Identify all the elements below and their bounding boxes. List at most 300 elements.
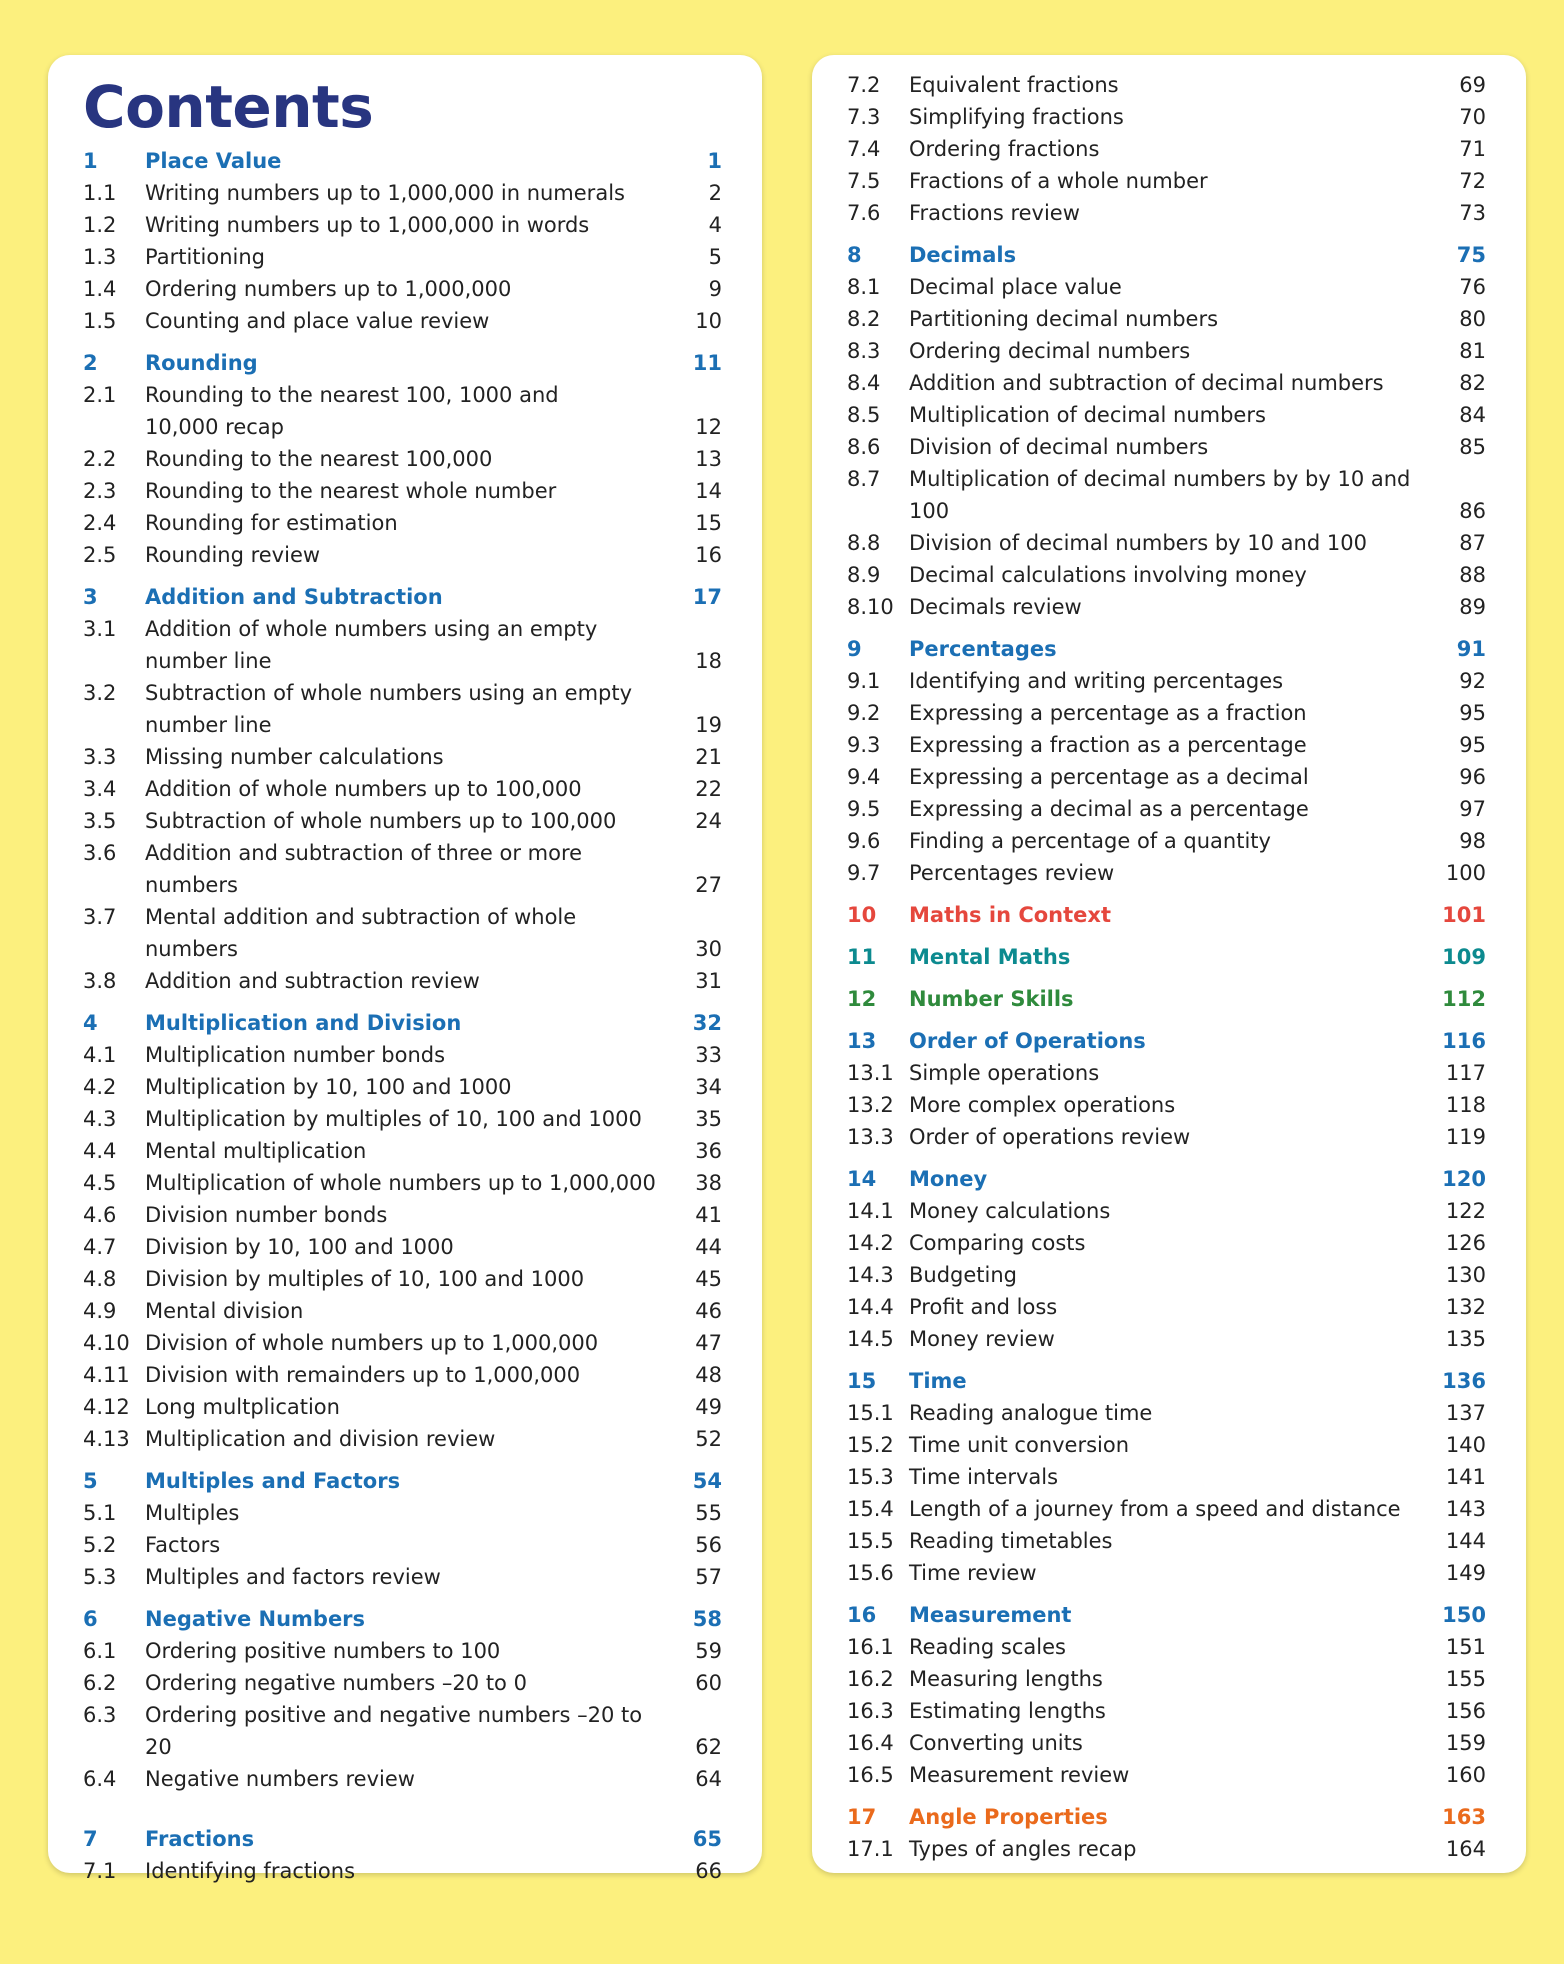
entry-title: Addition and subtraction of decimal numbers [909,371,1384,395]
entry-number: 3.6 [83,841,117,865]
entry-page: 85 [1459,435,1486,459]
chapter-page: 1 [707,149,722,173]
entry-title: Budgeting [909,1263,1018,1287]
entry-title: Length of a journey from a speed and distance [909,1497,1401,1521]
entry-number: 3.2 [83,681,117,705]
entry-title: Mental multiplication [145,1139,367,1163]
entry-title: Time intervals [909,1465,1059,1489]
contents-entry [83,305,722,337]
entry-page: 4 [708,213,722,237]
chapter-page: 120 [1442,1167,1486,1191]
entry-title: Addition of whole numbers using an empty number line [145,617,598,673]
chapter-page: 75 [1456,243,1486,267]
entry-number: 6.4 [83,1767,117,1791]
chapter-page: 136 [1442,1369,1486,1393]
contents-entry [83,805,722,837]
contents-entry [83,507,722,539]
entry-number: 4.12 [83,1395,130,1419]
entry-title: Rounding to the nearest whole number [145,479,557,503]
contents-entry [847,197,1486,229]
chapter-number: 11 [847,945,877,969]
contents-entry [83,773,722,805]
entry-title: Percentages review [909,861,1115,885]
chapter-heading [83,1823,722,1855]
entry-page: 119 [1445,1125,1486,1149]
entry-title: Rounding to the nearest 100, 1000 and 10,000 recap [145,383,559,439]
entry-number: 8.2 [847,307,881,331]
contents-entry [83,1561,722,1593]
entry-number: 8.9 [847,563,881,587]
section-spacer [83,1805,722,1823]
entry-number: 5.3 [83,1565,117,1589]
entry-number: 14.1 [847,1199,894,1223]
chapter-page: 17 [692,585,722,609]
entry-title: Rounding review [145,543,321,567]
entry-number: 3.7 [83,905,117,929]
entry-title: Money review [909,1327,1055,1351]
chapter-heading [847,1365,1486,1397]
contents-entry [847,133,1486,165]
entry-title: Time review [909,1561,1037,1585]
contents-entry [847,1291,1486,1323]
entry-title: Factors [145,1533,221,1557]
entry-page: 33 [695,1043,722,1067]
entry-number: 6.2 [83,1671,117,1695]
chapter-number: 13 [847,1029,877,1053]
contents-entry [847,1493,1486,1525]
entry-number: 14.3 [847,1263,894,1287]
entry-page: 24 [695,809,722,833]
entry-title: Identifying fractions [145,1859,356,1883]
chapter-heading [847,941,1486,973]
contents-entry [847,1121,1486,1153]
entry-number: 9.2 [847,701,881,725]
entry-page: 87 [1459,531,1486,555]
entry-page: 10 [695,309,722,333]
entry-title: Ordering decimal numbers [909,339,1191,363]
entry-number: 8.4 [847,371,881,395]
entry-title: More complex operations [909,1093,1176,1117]
entry-number: 8.3 [847,339,881,363]
entry-page: 38 [695,1171,722,1195]
contents-entry [847,165,1486,197]
chapter-number: 2 [83,351,98,375]
chapter-section [83,1465,722,1593]
entry-page: 19 [695,713,722,737]
entry-number: 4.13 [83,1427,130,1451]
contents-entry [847,1663,1486,1695]
entry-title: Division by 10, 100 and 1000 [145,1235,454,1259]
entry-number: 14.5 [847,1327,894,1351]
entry-page: 132 [1445,1295,1486,1319]
chapter-heading [847,983,1486,1015]
chapter-title: Rounding [145,351,258,375]
chapter-title: Negative Numbers [145,1607,366,1631]
entry-title: Writing numbers up to 1,000,000 in words [145,213,590,237]
entry-title: Simplifying fractions [909,105,1124,129]
entry-page: 122 [1445,1199,1486,1223]
chapter-heading [83,1603,722,1635]
entry-number: 1.2 [83,213,117,237]
contents-entry [83,837,722,901]
chapter-section [847,1599,1486,1791]
entry-title: Types of angles recap [909,1837,1137,1861]
contents-entry [83,613,722,677]
entry-number: 1.1 [83,181,117,205]
entry-page: 156 [1445,1699,1486,1723]
chapter-heading [847,1163,1486,1195]
entry-page: 47 [695,1331,722,1355]
chapter-heading [83,581,722,613]
chapter-page: 150 [1442,1603,1486,1627]
contents-entry [83,539,722,571]
entry-title: Expressing a fraction as a percentage [909,733,1307,757]
entry-page: 48 [695,1363,722,1387]
contents-entry [847,1695,1486,1727]
entry-page: 92 [1459,669,1486,693]
contents-entry [847,559,1486,591]
chapter-number: 9 [847,637,862,661]
contents-entry [83,1529,722,1561]
contents-entry [83,1635,722,1667]
contents-entry [83,1039,722,1071]
entry-page: 59 [695,1639,722,1663]
chapter-number: 6 [83,1607,98,1631]
entry-title: Ordering negative numbers –20 to 0 [145,1671,527,1695]
contents-entry [847,591,1486,623]
entry-page: 46 [695,1299,722,1323]
chapter-section [847,239,1486,623]
chapter-page: 58 [692,1607,722,1631]
contents-entry [83,1327,722,1359]
entry-title: Multiplication number bonds [145,1043,446,1067]
chapter-heading [847,1801,1486,1833]
chapter-title: Mental Maths [909,945,1071,969]
entry-number: 2.2 [83,447,117,471]
entry-number: 16.3 [847,1699,894,1723]
contents-entry [847,335,1486,367]
entry-page: 49 [695,1395,722,1419]
entry-number: 1.5 [83,309,117,333]
chapter-title: Measurement [909,1603,1072,1627]
chapter-heading [83,1465,722,1497]
entry-page: 126 [1445,1231,1486,1255]
contents-entry [847,463,1486,527]
entry-number: 15.6 [847,1561,894,1585]
chapter-section [847,1365,1486,1589]
chapter-title: Maths in Context [909,903,1111,927]
entry-page: 82 [1459,371,1486,395]
entry-title: Division by multiples of 10, 100 and 1000 [145,1267,585,1291]
entry-title: Finding a percentage of a quantity [909,829,1271,853]
contents-entry [847,857,1486,889]
chapter-page: 54 [692,1469,722,1493]
entry-number: 2.4 [83,511,117,535]
entry-title: Expressing a decimal as a percentage [909,797,1309,821]
entry-number: 8.1 [847,275,881,299]
entry-title: Subtraction of whole numbers up to 100,000 [145,809,617,833]
entry-page: 62 [695,1735,722,1759]
contents-entry [83,1199,722,1231]
entry-title: Profit and loss [909,1295,1058,1319]
entry-title: Ordering numbers up to 1,000,000 [145,277,512,301]
entry-title: Decimal place value [909,275,1122,299]
entry-number: 15.3 [847,1465,894,1489]
contents-entry [83,1135,722,1167]
chapter-title: Decimals [909,243,1017,267]
entry-number: 4.2 [83,1075,117,1099]
entry-number: 4.4 [83,1139,117,1163]
contents-entry [83,1667,722,1699]
contents-entry [847,1557,1486,1589]
chapter-number: 5 [83,1469,98,1493]
entry-title: Ordering fractions [909,137,1100,161]
entry-number: 4.5 [83,1171,117,1195]
contents-entry [847,1397,1486,1429]
entry-title: Money calculations [909,1199,1111,1223]
entry-page: 34 [695,1075,722,1099]
entry-number: 17.1 [847,1837,894,1861]
entry-title: Partitioning [145,245,265,269]
entry-page: 22 [695,777,722,801]
contents-entry [83,1263,722,1295]
entry-page: 95 [1459,701,1486,725]
entry-title: Identifying and writing percentages [909,669,1284,693]
entry-number: 3.4 [83,777,117,801]
entry-number: 3.1 [83,617,117,641]
contents-entry [847,1833,1486,1865]
contents-entry [847,271,1486,303]
entry-page: 70 [1459,105,1486,129]
entry-title: Division of whole numbers up to 1,000,000 [145,1331,599,1355]
chapter-section [847,633,1486,889]
chapter-page: 109 [1442,945,1486,969]
chapter-page: 101 [1442,903,1486,927]
entry-page: 14 [695,479,722,503]
entry-title: Mental division [145,1299,304,1323]
entry-page: 89 [1459,595,1486,619]
chapter-title: Order of Operations [909,1029,1146,1053]
entry-number: 8.8 [847,531,881,555]
entry-page: 2 [708,181,722,205]
entry-title: Reading analogue time [909,1401,1153,1425]
chapter-section [83,145,722,337]
chapter-page: 112 [1442,987,1486,1011]
contents-entry [847,1727,1486,1759]
entry-number: 7.4 [847,137,881,161]
chapter-number: 14 [847,1167,877,1191]
chapter-number: 7 [83,1827,98,1851]
contents-entry [83,677,722,741]
entry-page: 69 [1459,73,1486,97]
entry-number: 3.5 [83,809,117,833]
entry-title: Multiplication of whole numbers up to 1,000,000 [145,1171,656,1195]
entry-title: Simple operations [909,1061,1100,1085]
entry-number: 8.6 [847,435,881,459]
entry-title: Estimating lengths [909,1699,1106,1723]
entry-title: Time unit conversion [909,1433,1130,1457]
entry-number: 4.6 [83,1203,117,1227]
entry-page: 16 [695,543,722,567]
entry-title: Equivalent fractions [909,73,1119,97]
chapter-title: Money [909,1167,988,1191]
contents-entry [847,1227,1486,1259]
contents-entry [847,729,1486,761]
entry-page: 84 [1459,403,1486,427]
contents-entry [83,1359,722,1391]
entry-title: Decimals review [909,595,1082,619]
entry-title: Addition and subtraction of three or more numbers [145,841,583,897]
entry-title: Addition of whole numbers up to 100,000 [145,777,582,801]
entry-number: 14.4 [847,1295,894,1319]
entry-page: 5 [708,245,722,269]
chapter-heading [847,899,1486,931]
chapter-number: 10 [847,903,877,927]
entry-number: 9.6 [847,829,881,853]
entry-title: Missing number calculations [145,745,444,769]
entry-page: 160 [1445,1763,1486,1787]
contents-entry [83,1423,722,1455]
entry-number: 9.5 [847,797,881,821]
chapter-title: Angle Properties [909,1805,1108,1829]
contents-entry [847,793,1486,825]
contents-entry [83,443,722,475]
chapter-section [83,1603,722,1795]
entry-title: Measurement review [909,1763,1130,1787]
contents-entry [83,241,722,273]
chapter-section [847,69,1486,229]
entry-number: 4.1 [83,1043,117,1067]
entry-number: 16.1 [847,1635,894,1659]
chapter-page: 116 [1442,1029,1486,1053]
entry-title: Multiples [145,1501,240,1525]
entry-page: 9 [708,277,722,301]
entry-page: 159 [1445,1731,1486,1755]
contents-entry [847,431,1486,463]
contents-entry [847,527,1486,559]
entry-page: 21 [695,745,722,769]
entry-page: 96 [1459,765,1486,789]
chapter-number: 4 [83,1011,98,1035]
entry-page: 86 [1459,499,1486,523]
entry-page: 88 [1459,563,1486,587]
chapter-page: 163 [1442,1805,1486,1829]
contents-entry [83,177,722,209]
entry-number: 3.8 [83,969,117,993]
chapter-heading [83,145,722,177]
entry-page: 97 [1459,797,1486,821]
contents-entry [847,1057,1486,1089]
chapter-page: 65 [692,1827,722,1851]
entry-number: 4.8 [83,1267,117,1291]
contents-entry [847,761,1486,793]
entry-page: 52 [695,1427,722,1451]
entry-title: Negative numbers review [145,1767,415,1791]
entry-number: 5.1 [83,1501,117,1525]
chapter-page: 91 [1456,637,1486,661]
entry-number: 1.4 [83,277,117,301]
entry-number: 16.4 [847,1731,894,1755]
contents-entry [83,1231,722,1263]
entry-number: 1.3 [83,245,117,269]
chapter-title: Place Value [145,149,282,173]
entry-number: 7.6 [847,201,881,225]
entry-page: 64 [695,1767,722,1791]
entry-page: 36 [695,1139,722,1163]
contents-entry [83,1855,722,1887]
contents-entry [847,367,1486,399]
entry-number: 13.2 [847,1093,894,1117]
entry-page: 72 [1459,169,1486,193]
chapter-number: 15 [847,1369,877,1393]
contents-entry [847,1429,1486,1461]
contents-entry [83,475,722,507]
entry-number: 15.5 [847,1529,894,1553]
contents-entry [83,209,722,241]
entry-page: 137 [1445,1401,1486,1425]
entry-page: 13 [695,447,722,471]
entry-title: Mental addition and subtraction of whole numbers [145,905,577,961]
contents-entry [847,101,1486,133]
entry-number: 4.3 [83,1107,117,1131]
chapter-number: 16 [847,1603,877,1627]
entry-page: 31 [695,969,722,993]
entry-number: 7.1 [83,1859,117,1883]
contents-entry [83,1167,722,1199]
entry-title: Expressing a percentage as a decimal [909,765,1309,789]
chapter-title: Addition and Subtraction [145,585,443,609]
contents-list-left [83,145,722,1887]
entry-title: Rounding for estimation [145,511,398,535]
entry-page: 55 [695,1501,722,1525]
entry-page: 57 [695,1565,722,1589]
contents-list-right [847,69,1486,1865]
entry-title: Multiplication of decimal numbers [909,403,1266,427]
contents-entry [83,1699,722,1763]
contents-entry [847,1631,1486,1663]
entry-title: Writing numbers up to 1,000,000 in numerals [145,181,625,205]
entry-title: Addition and subtraction review [145,969,480,993]
entry-page: 140 [1445,1433,1486,1457]
chapter-section [847,1163,1486,1355]
chapter-number: 17 [847,1805,877,1829]
entry-title: Fractions of a whole number [909,169,1208,193]
contents-entry [847,303,1486,335]
contents-entry [847,1461,1486,1493]
entry-page: 117 [1445,1061,1486,1085]
chapter-number: 12 [847,987,877,1011]
entry-title: Measuring lengths [909,1667,1103,1691]
entry-number: 4.7 [83,1235,117,1259]
contents-entry [847,1259,1486,1291]
entry-title: Rounding to the nearest 100,000 [145,447,493,471]
entry-title: Decimal calculations involving money [909,563,1307,587]
entry-title: Multiplication by multiples of 10, 100 and 1000 [145,1107,642,1131]
contents-entry [847,399,1486,431]
entry-page: 73 [1459,201,1486,225]
entry-number: 2.3 [83,479,117,503]
entry-page: 155 [1445,1667,1486,1691]
entry-page: 76 [1459,275,1486,299]
entry-page: 130 [1445,1263,1486,1287]
contents-entry [847,665,1486,697]
entry-title: Reading timetables [909,1529,1113,1553]
entry-page: 44 [695,1235,722,1259]
contents-entry [847,69,1486,101]
chapter-heading [83,347,722,379]
chapter-section [847,1801,1486,1865]
entry-page: 80 [1459,307,1486,331]
